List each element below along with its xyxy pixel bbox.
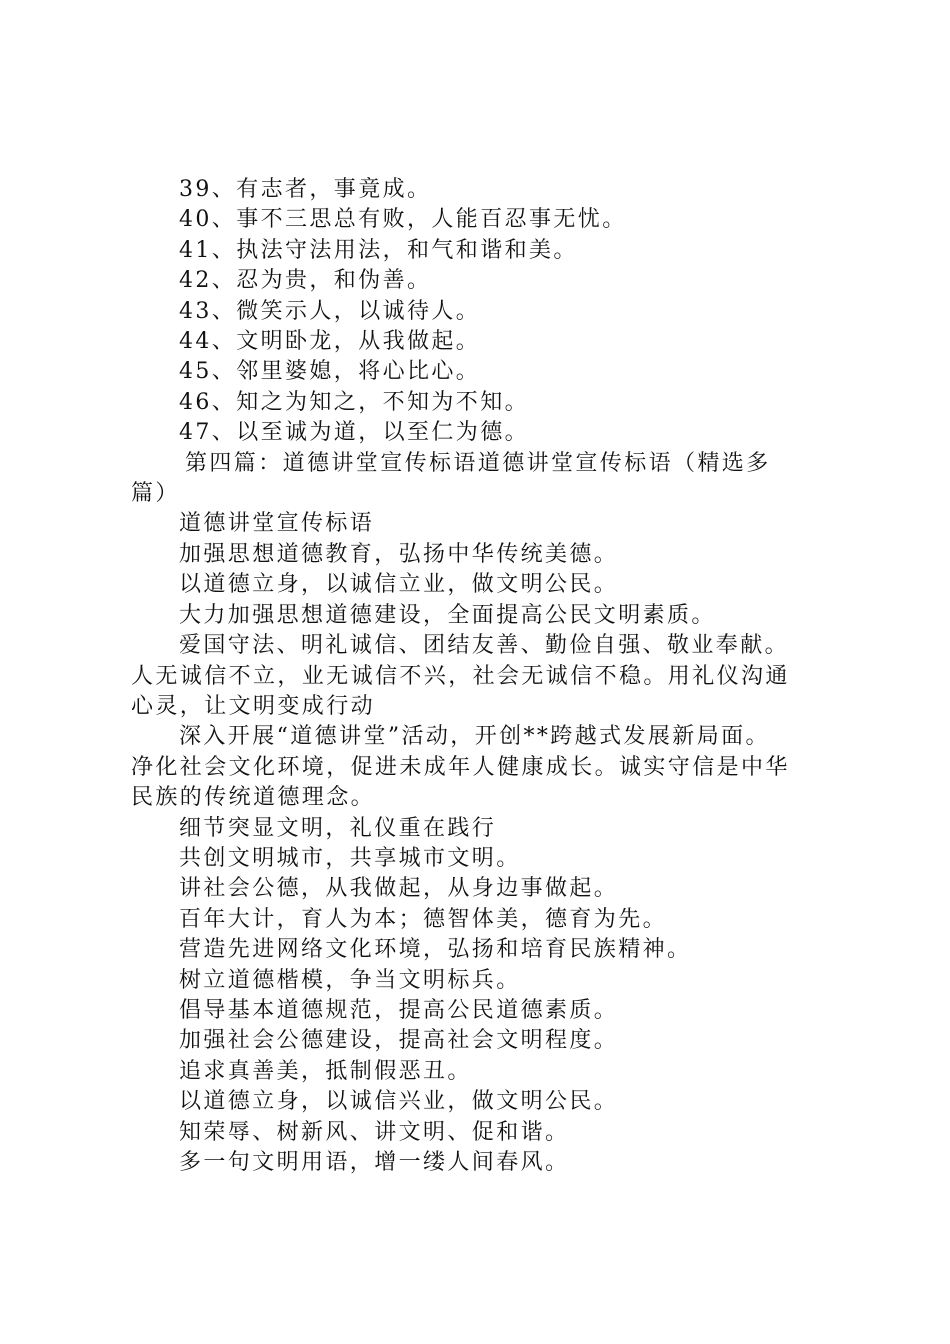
text-line: 40、事不三思总有败，人能百忍事无忧。 bbox=[179, 207, 627, 233]
text-line: 45、邻里婆媳，将心比心。 bbox=[179, 359, 481, 385]
text-line: 42、忍为贵，和伪善。 bbox=[179, 268, 432, 294]
text-line: 46、知之为知之，不知为不知。 bbox=[179, 389, 529, 415]
section-heading-continuation: 篇） bbox=[131, 481, 180, 507]
section-heading: 第四篇：道德讲堂宣传标语道德讲堂宣传标语（精选多 bbox=[185, 450, 771, 476]
text-line: 加强思想道德教育，弘扬中华传统美德。 bbox=[179, 541, 619, 567]
text-line: 倡导基本道德规范，提高公民道德素质。 bbox=[179, 997, 619, 1023]
text-line: 细节突显文明，礼仪重在践行 bbox=[179, 815, 497, 841]
text-line: 47、以至诚为道，以至仁为德。 bbox=[179, 420, 529, 446]
text-line: 心灵，让文明变成行动 bbox=[131, 693, 376, 719]
text-line: 共创文明城市，共享城市文明。 bbox=[179, 845, 521, 871]
text-line: 追求真善美，抵制假恶丑。 bbox=[179, 1058, 472, 1084]
document-body bbox=[131, 175, 831, 1178]
text-line: 大力加强思想道德建设，全面提高公民文明素质。 bbox=[179, 602, 716, 628]
text-line: 百年大计，育人为本；德智体美，德育为先。 bbox=[179, 906, 668, 932]
text-line: 加强社会公德建设，提高社会文明程度。 bbox=[179, 1028, 619, 1054]
text-line: 讲社会公德，从我做起，从身边事做起。 bbox=[179, 876, 619, 902]
text-line: 人无诚信不立，业无诚信不兴，社会无诚信不稳。用礼仪沟通 bbox=[131, 663, 790, 689]
text-line: 43、微笑示人，以诚待人。 bbox=[179, 298, 481, 324]
text-line: 爱国守法、明礼诚信、团结友善、勤俭自强、敬业奉献。 bbox=[179, 633, 790, 659]
text-line: 净化社会文化环境，促进未成年人健康成长。诚实守信是中华 bbox=[131, 754, 790, 780]
text-line: 以道德立身，以诚信立业，做文明公民。 bbox=[179, 572, 619, 598]
subtitle-line: 道德讲堂宣传标语 bbox=[179, 511, 375, 537]
text-line: 树立道德楷模，争当文明标兵。 bbox=[179, 967, 521, 993]
text-line: 多一句文明用语，增一缕人间春风。 bbox=[179, 1150, 570, 1175]
text-line: 知荣辱、树新风、讲文明、促和谐。 bbox=[179, 1119, 570, 1145]
text-line: 44、文明卧龙，从我做起。 bbox=[179, 329, 481, 355]
text-line: 以道德立身，以诚信兴业，做文明公民。 bbox=[179, 1089, 619, 1115]
text-line: 民族的传统道德理念。 bbox=[131, 785, 376, 811]
text-line: 营造先进网络文化环境，弘扬和培育民族精神。 bbox=[179, 937, 692, 963]
text-line: 深入开展“道德讲堂”活动，开创**跨越式发展新局面。 bbox=[179, 724, 770, 750]
text-line: 41、执法守法用法，和气和谐和美。 bbox=[179, 237, 578, 263]
text-line: 39、有志者，事竟成。 bbox=[179, 177, 432, 202]
